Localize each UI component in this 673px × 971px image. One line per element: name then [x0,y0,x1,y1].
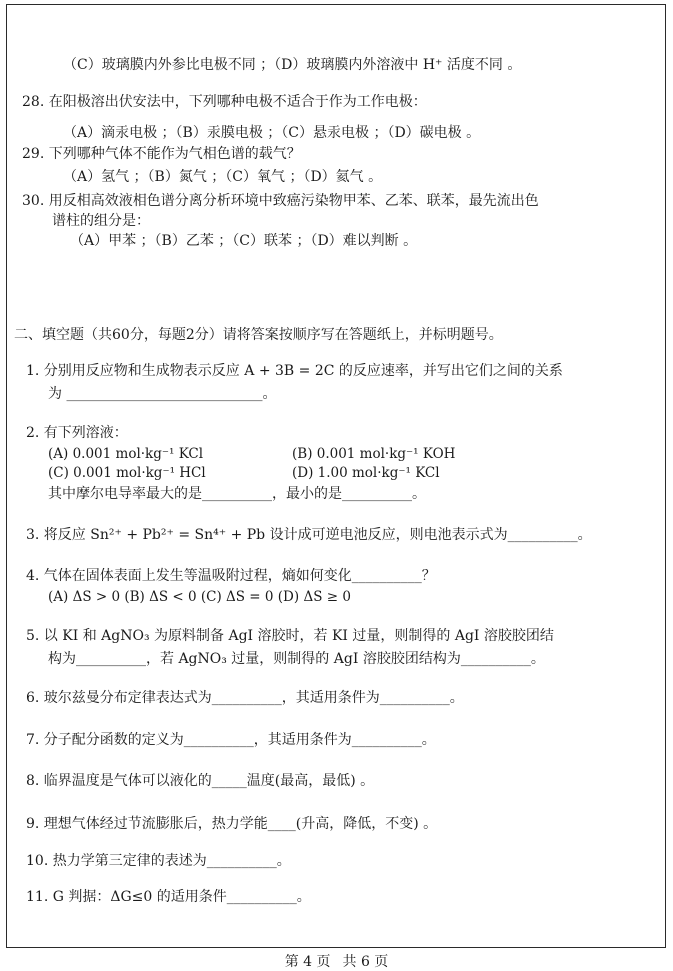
fill7: 7. 分子配分函数的定义为__________，其适用条件为__________。 [26,732,436,748]
fill4-options: (A) ΔS > 0 (B) ΔS < 0 (C) ΔS = 0 (D) ΔS ≥ 0 [48,589,351,605]
fill6: 6. 玻尔兹曼分布定律表达式为__________，其适用条件为__________。 [26,690,464,706]
page-number: 第 4 页 [284,954,331,970]
fill2-option-d: (D) 1.00 mol·kg⁻¹ KCl [292,465,440,481]
fill2-tail: 其中摩尔电导率最大的是__________，最小的是__________。 [48,486,426,502]
fill9: 9. 理想气体经过节流膨胀后，热力学能____(升高，降低，不变) 。 [26,816,438,832]
q28-stem: 28. 在阳极溶出伏安法中，下列哪种电极不适合于作为工作电极： [22,94,427,110]
q28-options: （A）滴汞电极 ；（B）汞膜电极 ；（C）悬汞电极 ；（D）碳电极 。 [63,125,481,141]
fill11: 11. G 判据：ΔG≤0 的适用条件__________。 [26,889,311,905]
fill2-option-a: (A) 0.001 mol·kg⁻¹ KCl [48,446,204,462]
q30-stem-line1: 30. 用反相高效液相色谱分离分析环境中致癌污染物甲苯、乙苯、联苯，最先流出色 [22,193,539,209]
fill3: 3. 将反应 Sn²⁺ + Pb²⁺ = Sn⁴⁺ + Pb 设计成可逆电池反应，则电池表示式为__________。 [26,527,592,543]
q29-stem: 29. 下列哪种气体不能作为气相色谱的载气？ [22,146,301,162]
fill5-line2: 构为__________，若 AgNO₃ 过量，则制得的 AgI 溶胶胶团结构为__________。 [48,651,545,667]
fill1-line2: 为 ____________________________。 [48,386,277,402]
page-total: 共 6 页 [342,954,389,970]
q29-options: （A）氢气 ；（B）氮气 ；（C）氧气 ；（D）氦气 。 [63,169,383,185]
fill5-line1: 5. 以 KI 和 AgNO₃ 为原料制备 AgI 溶胶时，若 KI 过量，则制得的 AgI 溶胶胶团结 [26,628,554,644]
fill8: 8. 临界温度是气体可以液化的_____温度(最高，最低) 。 [26,773,375,789]
section2-heading: 二、填空题（共60分，每题2分）请将答案按顺序写在答题纸上，并标明题号。 [14,327,503,343]
fill2-stem: 2. 有下列溶液： [26,425,128,441]
q30-options: （A）甲苯 ；（B）乙苯 ；（C）联苯 ；（D）难以判断 。 [70,233,418,249]
fill2-option-c: (C) 0.001 mol·kg⁻¹ HCl [48,465,206,481]
fill1-line1: 1. 分别用反应物和生成物表示反应 A + 3B = 2C 的反应速率，并写出它们之间的关系 [26,363,563,379]
page-footer [0,951,673,971]
fill4-stem: 4. 气体在固体表面上发生等温吸附过程，熵如何变化__________？ [26,568,436,584]
q27-options-cd: （C）玻璃膜内外参比电极不同 ；（D）玻璃膜内外溶液中 H⁺ 活度不同 。 [63,57,522,73]
q30-stem-line2: 谱柱的组分是： [52,213,150,229]
fill2-option-b: (B) 0.001 mol·kg⁻¹ KOH [292,446,456,462]
fill10: 10. 热力学第三定律的表述为__________。 [26,853,291,869]
